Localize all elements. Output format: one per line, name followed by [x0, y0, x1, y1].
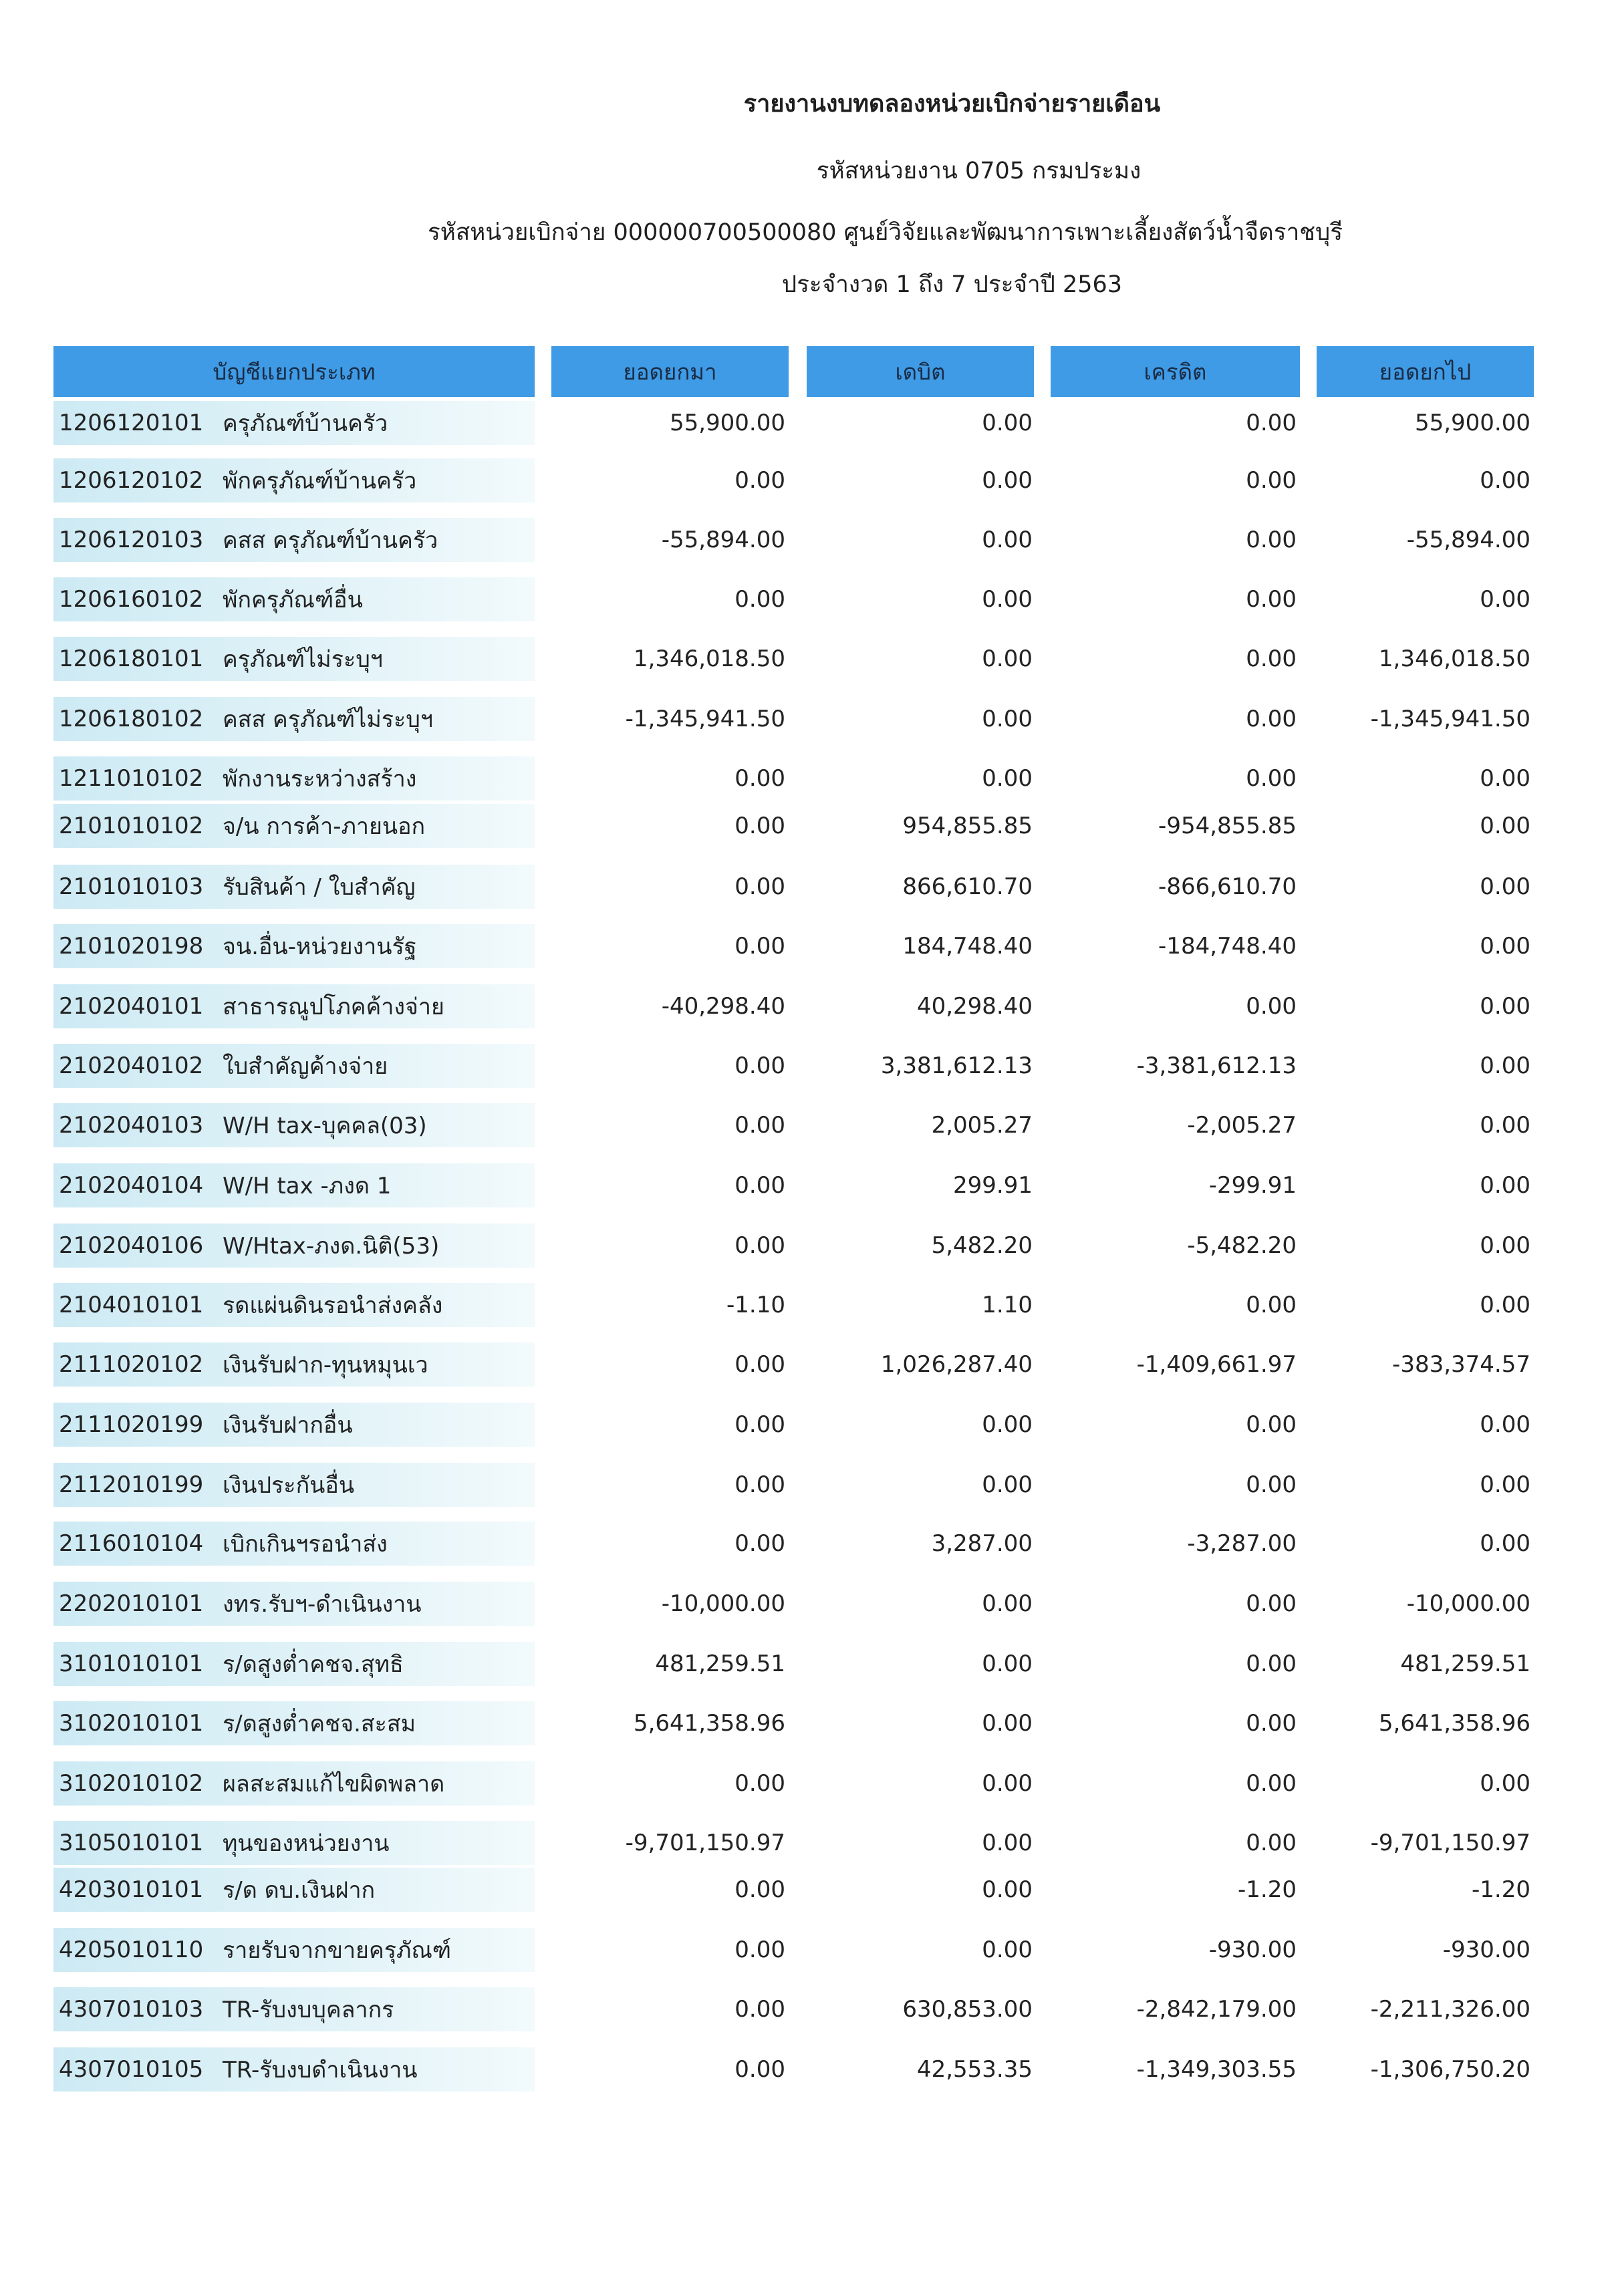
opening-balance: 0.00 — [734, 813, 785, 839]
opening-balance: 0.00 — [734, 1770, 785, 1797]
debit-amount: 866,610.70 — [902, 873, 1033, 900]
account-name: ทุนของหน่วยงาน — [223, 1830, 390, 1857]
table-row — [0, 1163, 1610, 1207]
debit-amount: 0.00 — [982, 1770, 1033, 1797]
account-code: 2104010101 — [59, 1292, 204, 1318]
credit-amount: -184,748.40 — [1158, 933, 1297, 960]
account-code: 4307010103 — [59, 1996, 204, 2023]
account-code: 4307010105 — [59, 2056, 204, 2083]
account-code: 2116010104 — [59, 1530, 204, 1557]
credit-amount: 0.00 — [1246, 1590, 1297, 1617]
opening-balance: 0.00 — [734, 2056, 785, 2083]
table-row — [0, 1283, 1610, 1327]
opening-balance: -1.10 — [726, 1292, 785, 1318]
table-row — [0, 1987, 1610, 2031]
opening-balance: 0.00 — [734, 1112, 785, 1139]
credit-amount: 0.00 — [1246, 1471, 1297, 1498]
credit-amount: -1,349,303.55 — [1136, 2056, 1297, 2083]
account-code: 1206180102 — [59, 706, 204, 732]
closing-balance: 5,641,358.96 — [1378, 1710, 1530, 1737]
table-row — [0, 1701, 1610, 1745]
opening-balance: 1,346,018.50 — [633, 645, 785, 672]
credit-amount: -1,409,661.97 — [1136, 1351, 1297, 1378]
report-title: รายงานงบทดลองหน่วยเบิกจ่ายรายเดือน — [743, 90, 1161, 118]
account-name: จน.อื่น-หน่วยงานรัฐ — [223, 934, 417, 960]
opening-balance: 0.00 — [734, 1996, 785, 2023]
debit-amount: 40,298.40 — [916, 993, 1033, 1020]
closing-balance: -10,000.00 — [1406, 1590, 1530, 1617]
credit-amount: -3,381,612.13 — [1136, 1052, 1297, 1079]
credit-amount: 0.00 — [1246, 527, 1297, 553]
account-code: 1206120102 — [59, 467, 204, 494]
debit-amount: 2,005.27 — [931, 1112, 1033, 1139]
table-row — [0, 637, 1610, 681]
debit-amount: 0.00 — [982, 1471, 1033, 1498]
credit-amount: -5,482.20 — [1187, 1232, 1297, 1259]
debit-amount: 0.00 — [982, 1710, 1033, 1737]
credit-amount: -866,610.70 — [1158, 873, 1297, 900]
debit-amount: 1,026,287.40 — [880, 1351, 1033, 1378]
account-code: 2112010199 — [59, 1471, 204, 1498]
debit-amount: 630,853.00 — [902, 1996, 1033, 2023]
table-row — [0, 401, 1610, 445]
credit-amount: 0.00 — [1246, 586, 1297, 613]
account-code: 2102040104 — [59, 1172, 204, 1199]
opening-balance: 0.00 — [734, 1052, 785, 1079]
table-row — [0, 1463, 1610, 1507]
account-name: จ/น การค้า-ภายนอก — [223, 813, 426, 840]
opening-balance: -9,701,150.97 — [625, 1830, 785, 1856]
period-line: ประจำงวด 1 ถึง 7 ประจำปี 2563 — [781, 271, 1123, 298]
table-row — [0, 1403, 1610, 1447]
account-code: 2111020102 — [59, 1351, 204, 1378]
account-name: ร/ดสูงต่ำคชจ.สุทธิ — [223, 1651, 404, 1678]
closing-balance: 1,346,018.50 — [1378, 645, 1530, 672]
account-name: พักครุภัณฑ์อื่น — [223, 587, 363, 613]
account-name: สาธารณูปโภคค้างจ่าย — [223, 994, 444, 1020]
closing-balance: 481,259.51 — [1400, 1651, 1530, 1677]
closing-balance: 0.00 — [1480, 933, 1530, 960]
account-name: เงินประกันอื่น — [223, 1472, 355, 1499]
debit-amount: 3,287.00 — [931, 1530, 1033, 1557]
debit-amount: 0.00 — [982, 527, 1033, 553]
credit-amount: 0.00 — [1246, 645, 1297, 672]
credit-amount: 0.00 — [1246, 1830, 1297, 1856]
closing-balance: -2,211,326.00 — [1370, 1996, 1530, 2023]
debit-amount: 0.00 — [982, 1876, 1033, 1903]
account-name: เบิกเกินฯรอนำส่ง — [223, 1531, 388, 1558]
agency-line: รหัสหน่วยงาน 0705 กรมประมง — [816, 158, 1142, 184]
disbursement-unit-line: รหัสหน่วยเบิกจ่าย 000000700500080 ศูนย์วิจัยและพัฒนาการเพาะเลี้ยงสัตว์น้ำจืดราชบุรี — [427, 219, 1343, 246]
account-name: คสส ครุภัณฑ์บ้านครัว — [223, 527, 438, 554]
credit-amount: 0.00 — [1246, 410, 1297, 436]
credit-amount: 0.00 — [1246, 1651, 1297, 1677]
account-code: 2102040102 — [59, 1052, 204, 1079]
debit-amount: 42,553.35 — [916, 2056, 1033, 2083]
credit-amount: -954,855.85 — [1158, 813, 1297, 839]
opening-balance: 0.00 — [734, 1172, 785, 1199]
closing-balance: 0.00 — [1480, 1052, 1530, 1079]
credit-amount: -3,287.00 — [1187, 1530, 1297, 1557]
closing-balance: -1,306,750.20 — [1370, 2056, 1530, 2083]
account-name: รับสินค้า / ใบสำคัญ — [223, 874, 416, 901]
opening-balance: 481,259.51 — [655, 1651, 785, 1677]
account-name: ผลสะสมแก้ไขผิดพลาด — [223, 1771, 445, 1798]
account-code: 2102040101 — [59, 993, 204, 1020]
closing-balance: 0.00 — [1480, 1112, 1530, 1139]
closing-balance: 0.00 — [1480, 873, 1530, 900]
account-name: คสส ครุภัณฑ์ไม่ระบุฯ — [223, 706, 433, 733]
debit-amount: 3,381,612.13 — [880, 1052, 1033, 1079]
column-header-closing: ยอดยกไป — [1317, 346, 1534, 397]
closing-balance: 0.00 — [1480, 1530, 1530, 1557]
credit-amount: 0.00 — [1246, 765, 1297, 792]
closing-balance: 0.00 — [1480, 813, 1530, 839]
table-row — [0, 1522, 1610, 1566]
debit-amount: 184,748.40 — [902, 933, 1033, 960]
account-code: 3102010101 — [59, 1710, 204, 1737]
account-name: ร/ด ดบ.เงินฝาก — [223, 1877, 376, 1904]
debit-amount: 5,482.20 — [931, 1232, 1033, 1259]
table-row — [0, 1103, 1610, 1147]
opening-balance: -10,000.00 — [661, 1590, 785, 1617]
credit-amount: -2,005.27 — [1187, 1112, 1297, 1139]
account-code: 2101020198 — [59, 933, 204, 960]
account-name: ร/ดสูงต่ำคชจ.สะสม — [223, 1711, 416, 1737]
closing-balance: 0.00 — [1480, 765, 1530, 792]
credit-amount: 0.00 — [1246, 467, 1297, 494]
opening-balance: 0.00 — [734, 1232, 785, 1259]
opening-balance: 55,900.00 — [669, 410, 785, 436]
opening-balance: 5,641,358.96 — [633, 1710, 785, 1737]
account-code: 2101010102 — [59, 813, 204, 839]
account-code: 2102040106 — [59, 1232, 204, 1259]
opening-balance: -40,298.40 — [661, 993, 785, 1020]
table-row — [0, 697, 1610, 741]
opening-balance: -1,345,941.50 — [625, 706, 785, 732]
credit-amount: 0.00 — [1246, 1770, 1297, 1797]
credit-amount: 0.00 — [1246, 1292, 1297, 1318]
closing-balance: -1,345,941.50 — [1370, 706, 1530, 732]
column-header-credit: เครดิต — [1051, 346, 1300, 397]
closing-balance: 0.00 — [1480, 1411, 1530, 1438]
table-row — [0, 1044, 1610, 1088]
closing-balance: 0.00 — [1480, 1232, 1530, 1259]
closing-balance: -1.20 — [1472, 1876, 1530, 1903]
table-row — [0, 756, 1610, 801]
debit-amount: 0.00 — [982, 1830, 1033, 1856]
table-row — [0, 458, 1610, 503]
credit-amount: 0.00 — [1246, 706, 1297, 732]
account-code: 3101010101 — [59, 1651, 204, 1677]
table-row — [0, 518, 1610, 562]
table-row — [0, 1582, 1610, 1626]
closing-balance: 55,900.00 — [1414, 410, 1530, 436]
debit-amount: 0.00 — [982, 1936, 1033, 1963]
account-name: รายรับจากขายครุภัณฑ์ — [223, 1937, 452, 1964]
table-row — [0, 1928, 1610, 1972]
table-row — [0, 924, 1610, 968]
account-name: W/H tax -ภงด 1 — [223, 1173, 392, 1199]
account-name: เงินรับฝากอื่น — [223, 1412, 353, 1439]
account-code: 1211010102 — [59, 765, 204, 792]
closing-balance: 0.00 — [1480, 1770, 1530, 1797]
account-name: W/H tax-บุคคล(03) — [223, 1113, 427, 1139]
table-row — [0, 804, 1610, 848]
account-name: ใบสำคัญค้างจ่าย — [223, 1053, 388, 1080]
column-header-debit: เดบิต — [807, 346, 1034, 397]
table-row — [0, 1224, 1610, 1268]
account-name: งทร.รับฯ-ดำเนินงาน — [223, 1591, 422, 1618]
opening-balance: 0.00 — [734, 1411, 785, 1438]
credit-amount: -1.20 — [1238, 1876, 1297, 1903]
account-code: 1206160102 — [59, 586, 204, 613]
table-row — [0, 2047, 1610, 2092]
closing-balance: 0.00 — [1480, 1172, 1530, 1199]
debit-amount: 0.00 — [982, 1651, 1033, 1677]
account-name: W/Htax-ภงด.นิติ(53) — [223, 1233, 440, 1260]
debit-amount: 0.00 — [982, 467, 1033, 494]
opening-balance: -55,894.00 — [661, 527, 785, 553]
debit-amount: 299.91 — [953, 1172, 1033, 1199]
credit-amount: 0.00 — [1246, 993, 1297, 1020]
debit-amount: 0.00 — [982, 765, 1033, 792]
account-code: 4205010110 — [59, 1936, 204, 1963]
account-code: 1206120101 — [59, 410, 204, 436]
opening-balance: 0.00 — [734, 873, 785, 900]
closing-balance: -930.00 — [1442, 1936, 1530, 1963]
opening-balance: 0.00 — [734, 1530, 785, 1557]
table-row — [0, 865, 1610, 909]
opening-balance: 0.00 — [734, 1936, 785, 1963]
debit-amount: 0.00 — [982, 1411, 1033, 1438]
debit-amount: 0.00 — [982, 706, 1033, 732]
debit-amount: 1.10 — [982, 1292, 1033, 1318]
table-row — [0, 1868, 1610, 1912]
opening-balance: 0.00 — [734, 1351, 785, 1378]
account-name: ครุภัณฑ์ไม่ระบุฯ — [223, 646, 383, 673]
account-name: ครุภัณฑ์บ้านครัว — [223, 410, 388, 437]
credit-amount: 0.00 — [1246, 1710, 1297, 1737]
account-name: TR-รับงบดำเนินงาน — [223, 2057, 418, 2084]
closing-balance: 0.00 — [1480, 993, 1530, 1020]
debit-amount: 0.00 — [982, 586, 1033, 613]
closing-balance: 0.00 — [1480, 586, 1530, 613]
debit-amount: 0.00 — [982, 645, 1033, 672]
closing-balance: -383,374.57 — [1392, 1351, 1530, 1378]
credit-amount: 0.00 — [1246, 1411, 1297, 1438]
opening-balance: 0.00 — [734, 467, 785, 494]
table-row — [0, 1821, 1610, 1865]
account-name: เงินรับฝาก-ทุนหมุนเว — [223, 1352, 428, 1379]
account-code: 4203010101 — [59, 1876, 204, 1903]
opening-balance: 0.00 — [734, 765, 785, 792]
account-name: พักครุภัณฑ์บ้านครัว — [223, 468, 417, 494]
account-code: 1206120103 — [59, 527, 204, 553]
credit-amount: -299.91 — [1208, 1172, 1297, 1199]
closing-balance: -9,701,150.97 — [1370, 1830, 1530, 1856]
closing-balance: 0.00 — [1480, 1471, 1530, 1498]
debit-amount: 0.00 — [982, 1590, 1033, 1617]
account-code: 2101010103 — [59, 873, 204, 900]
opening-balance: 0.00 — [734, 586, 785, 613]
debit-amount: 0.00 — [982, 410, 1033, 436]
credit-amount: -2,842,179.00 — [1136, 1996, 1297, 2023]
account-name: พักงานระหว่างสร้าง — [223, 766, 417, 793]
account-code: 3105010101 — [59, 1830, 204, 1856]
table-row — [0, 1642, 1610, 1686]
table-row — [0, 577, 1610, 621]
account-name: รดแผ่นดินรอนำส่งคลัง — [223, 1292, 443, 1319]
account-code: 3102010102 — [59, 1770, 204, 1797]
closing-balance: -55,894.00 — [1406, 527, 1530, 553]
opening-balance: 0.00 — [734, 1471, 785, 1498]
credit-amount: -930.00 — [1208, 1936, 1297, 1963]
table-row — [0, 1761, 1610, 1806]
opening-balance: 0.00 — [734, 933, 785, 960]
debit-amount: 954,855.85 — [902, 813, 1033, 839]
table-row — [0, 1342, 1610, 1387]
account-code: 1206180101 — [59, 645, 204, 672]
account-code: 2202010101 — [59, 1590, 204, 1617]
account-code: 2111020199 — [59, 1411, 204, 1438]
account-name: TR-รับงบบุคลากร — [223, 1997, 394, 2023]
column-header-account: บัญชีแยกประเภท — [53, 346, 535, 397]
table-row — [0, 984, 1610, 1028]
closing-balance: 0.00 — [1480, 467, 1530, 494]
opening-balance: 0.00 — [734, 1876, 785, 1903]
column-header-opening: ยอดยกมา — [551, 346, 789, 397]
closing-balance: 0.00 — [1480, 1292, 1530, 1318]
account-code: 2102040103 — [59, 1112, 204, 1139]
